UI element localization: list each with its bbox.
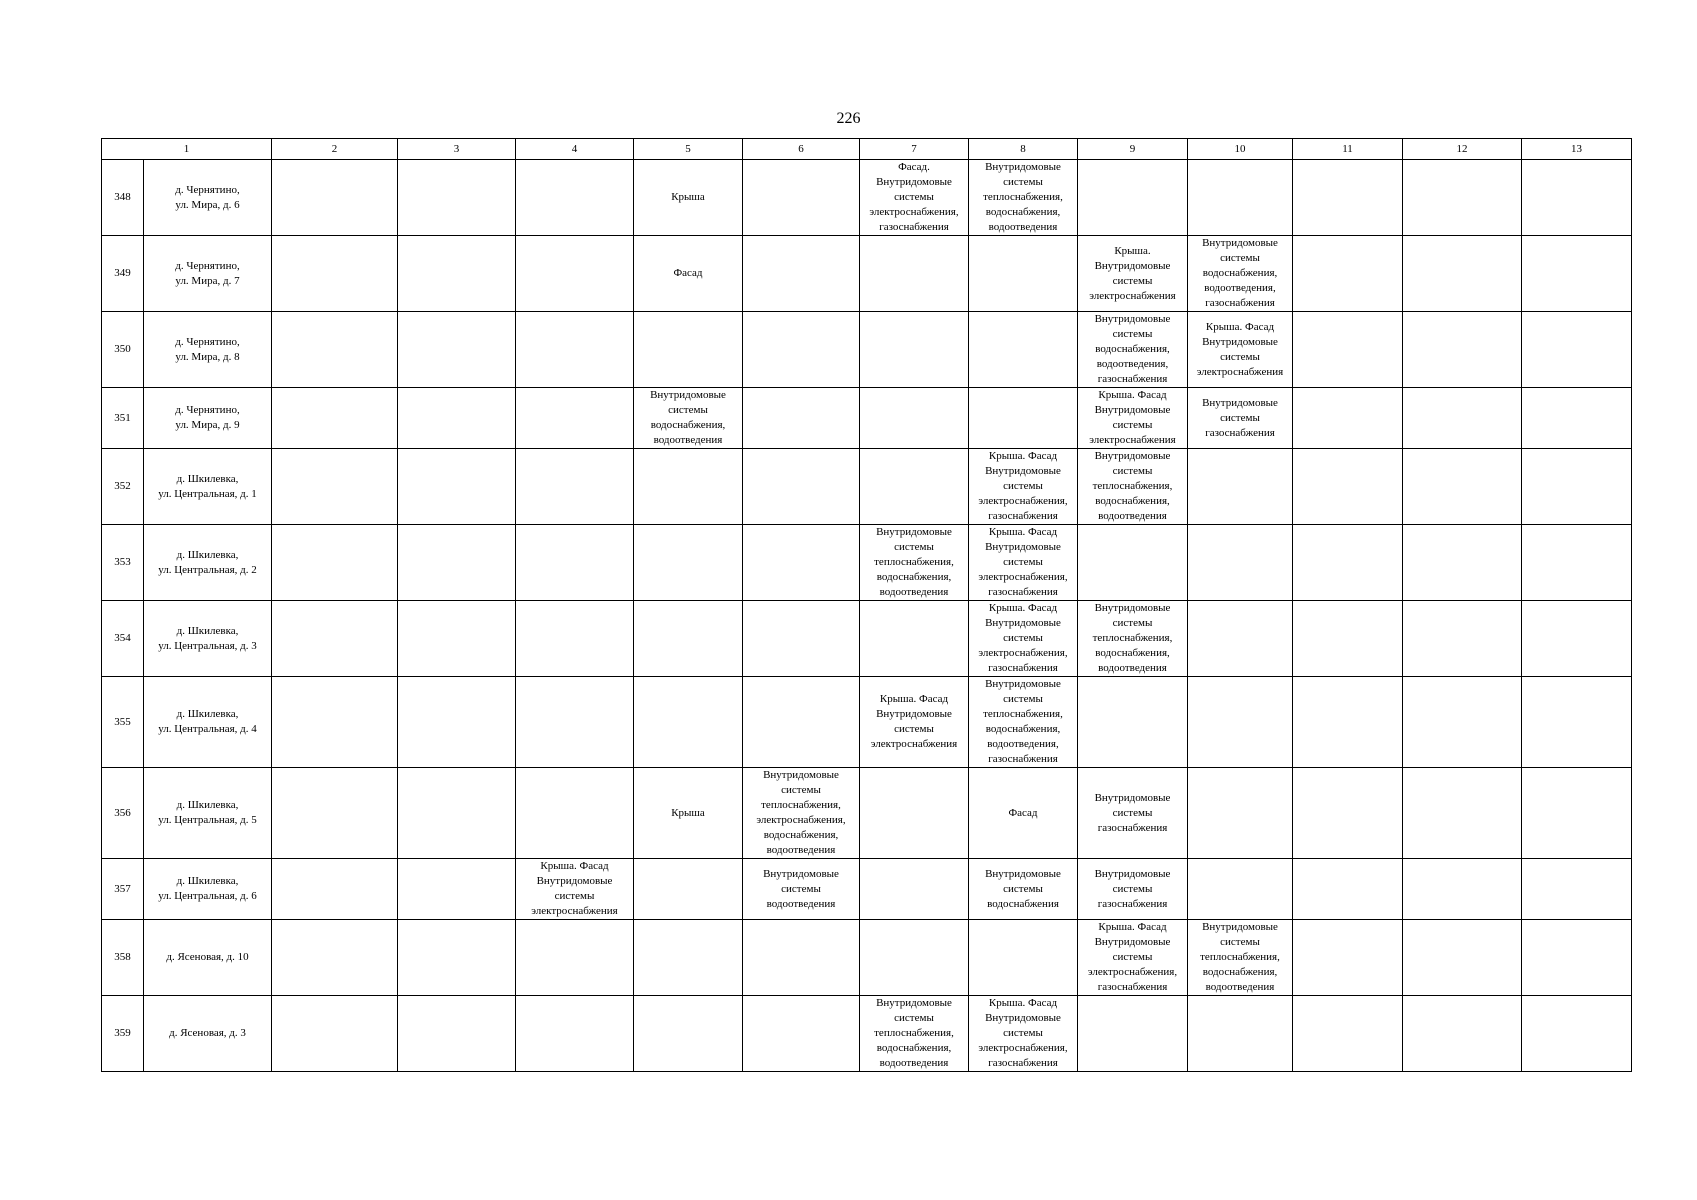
work-cell-col-3 [398,920,516,996]
work-cell-col-11 [1293,768,1403,859]
work-cell-col-10: Внутридомовые системы газоснабжения [1188,388,1293,449]
work-cell-col-6 [743,920,860,996]
work-cell-col-8 [969,388,1078,449]
work-cell-col-4 [516,236,634,312]
column-header-12: 12 [1403,139,1522,160]
work-cell-col-7 [860,312,969,388]
work-cell-col-11 [1293,996,1403,1072]
row-number: 348 [102,160,144,236]
column-header-11: 11 [1293,139,1403,160]
work-cell-col-6: Внутридомовые системы теплоснабжения, электроснабжения, водоснабжения, водоотведения [743,768,860,859]
work-cell-col-8: Крыша. Фасад Внутридомовые системы электроснабжения, газоснабжения [969,601,1078,677]
work-cell-col-5: Крыша [634,160,743,236]
work-cell-col-2 [272,160,398,236]
work-cell-col-4 [516,312,634,388]
work-cell-col-11 [1293,312,1403,388]
table-row [102,920,1632,996]
column-header-8: 8 [969,139,1078,160]
work-cell-col-9: Крыша. Внутридомовые системы электроснабжения [1078,236,1188,312]
work-cell-col-7: Крыша. Фасад Внутридомовые системы электроснабжения [860,677,969,768]
work-cell-col-4 [516,768,634,859]
work-cell-col-8 [969,312,1078,388]
work-cell-col-9 [1078,677,1188,768]
row-number: 356 [102,768,144,859]
work-cell-col-9: Внутридомовые системы теплоснабжения, водоснабжения, водоотведения [1078,449,1188,525]
work-cell-col-2 [272,996,398,1072]
work-cell-col-7 [860,768,969,859]
work-cell-col-13 [1522,920,1632,996]
work-cell-col-6 [743,160,860,236]
address-cell: д. Шкилевка, ул. Центральная, д. 6 [144,859,272,920]
work-cell-col-4 [516,160,634,236]
work-cell-col-2 [272,525,398,601]
work-cell-col-11 [1293,677,1403,768]
work-cell-col-7 [860,449,969,525]
work-cell-col-7 [860,388,969,449]
work-cell-col-6 [743,996,860,1072]
work-cell-col-10 [1188,859,1293,920]
table-row [102,525,1632,601]
work-cell-col-9: Внутридомовые системы теплоснабжения, водоснабжения, водоотведения [1078,601,1188,677]
address-cell: д. Ясеновая, д. 3 [144,996,272,1072]
work-cell-col-10 [1188,677,1293,768]
work-cell-col-5 [634,677,743,768]
table-row [102,449,1632,525]
work-cell-col-9 [1078,525,1188,601]
column-header-5: 5 [634,139,743,160]
work-cell-col-8: Крыша. Фасад Внутридомовые системы электроснабжения, газоснабжения [969,449,1078,525]
work-cell-col-11 [1293,525,1403,601]
table-row [102,236,1632,312]
address-cell: д. Шкилевка, ул. Центральная, д. 1 [144,449,272,525]
row-number: 359 [102,996,144,1072]
work-cell-col-2 [272,388,398,449]
work-cell-col-12 [1403,996,1522,1072]
work-cell-col-5 [634,312,743,388]
column-header-4: 4 [516,139,634,160]
work-cell-col-4 [516,677,634,768]
work-cell-col-4 [516,388,634,449]
work-cell-col-3 [398,601,516,677]
work-cell-col-7 [860,920,969,996]
address-cell: д. Ясеновая, д. 10 [144,920,272,996]
work-cell-col-2 [272,449,398,525]
work-cell-col-8 [969,236,1078,312]
work-cell-col-11 [1293,236,1403,312]
work-cell-col-3 [398,312,516,388]
work-cell-col-6 [743,449,860,525]
work-cell-col-9 [1078,160,1188,236]
work-cell-col-10: Внутридомовые системы теплоснабжения, водоснабжения, водоотведения [1188,920,1293,996]
work-cell-col-12 [1403,525,1522,601]
column-header-13: 13 [1522,139,1632,160]
address-cell: д. Шкилевка, ул. Центральная, д. 5 [144,768,272,859]
work-cell-col-11 [1293,388,1403,449]
row-number: 349 [102,236,144,312]
table-row [102,601,1632,677]
work-cell-col-5 [634,920,743,996]
work-cell-col-3 [398,236,516,312]
work-cell-col-13 [1522,601,1632,677]
work-cell-col-12 [1403,677,1522,768]
work-cell-col-8: Внутридомовые системы водоснабжения [969,859,1078,920]
work-cell-col-13 [1522,996,1632,1072]
column-header-2: 2 [272,139,398,160]
work-cell-col-2 [272,768,398,859]
work-cell-col-2 [272,236,398,312]
work-cell-col-3 [398,525,516,601]
address-cell: д. Чернятино, ул. Мира, д. 7 [144,236,272,312]
address-cell: д. Шкилевка, ул. Центральная, д. 3 [144,601,272,677]
address-cell: д. Чернятино, ул. Мира, д. 9 [144,388,272,449]
work-cell-col-3 [398,677,516,768]
column-header-10: 10 [1188,139,1293,160]
work-cell-col-13 [1522,236,1632,312]
work-cell-col-13 [1522,859,1632,920]
work-cell-col-4: Крыша. Фасад Внутридомовые системы электроснабжения [516,859,634,920]
work-cell-col-4 [516,525,634,601]
work-cell-col-5 [634,525,743,601]
row-number: 354 [102,601,144,677]
work-cell-col-9 [1078,996,1188,1072]
work-cell-col-3 [398,859,516,920]
repair-schedule-table [101,138,1632,1072]
row-number: 352 [102,449,144,525]
row-number: 350 [102,312,144,388]
work-cell-col-3 [398,160,516,236]
work-cell-col-5 [634,601,743,677]
work-cell-col-4 [516,920,634,996]
work-cell-col-10 [1188,525,1293,601]
table-row [102,996,1632,1072]
work-cell-col-8: Крыша. Фасад Внутридомовые системы электроснабжения, газоснабжения [969,525,1078,601]
work-cell-col-2 [272,677,398,768]
work-cell-col-6 [743,312,860,388]
work-cell-col-3 [398,449,516,525]
row-number: 355 [102,677,144,768]
work-cell-col-11 [1293,920,1403,996]
work-cell-col-3 [398,996,516,1072]
row-number: 358 [102,920,144,996]
work-cell-col-2 [272,859,398,920]
work-cell-col-4 [516,449,634,525]
address-cell: д. Чернятино, ул. Мира, д. 6 [144,160,272,236]
column-header-3: 3 [398,139,516,160]
work-cell-col-13 [1522,449,1632,525]
table-row [102,312,1632,388]
work-cell-col-11 [1293,160,1403,236]
work-cell-col-7: Внутридомовые системы теплоснабжения, водоснабжения, водоотведения [860,996,969,1072]
work-cell-col-6 [743,525,860,601]
work-cell-col-6 [743,388,860,449]
work-cell-col-8: Фасад [969,768,1078,859]
work-cell-col-4 [516,996,634,1072]
work-cell-col-7 [860,601,969,677]
work-cell-col-10 [1188,996,1293,1072]
column-header-9: 9 [1078,139,1188,160]
row-number: 357 [102,859,144,920]
work-cell-col-9: Крыша. Фасад Внутридомовые системы электроснабжения, газоснабжения [1078,920,1188,996]
table-row [102,160,1632,236]
work-cell-col-12 [1403,859,1522,920]
table-row [102,768,1632,859]
work-cell-col-3 [398,768,516,859]
work-cell-col-13 [1522,677,1632,768]
work-cell-col-13 [1522,388,1632,449]
work-cell-col-13 [1522,525,1632,601]
address-cell: д. Шкилевка, ул. Центральная, д. 2 [144,525,272,601]
row-number: 353 [102,525,144,601]
work-cell-col-8: Крыша. Фасад Внутридомовые системы электроснабжения, газоснабжения [969,996,1078,1072]
column-number-header-row [102,139,1632,160]
work-cell-col-5: Внутридомовые системы водоснабжения, водоотведения [634,388,743,449]
row-number: 351 [102,388,144,449]
work-cell-col-10 [1188,449,1293,525]
work-cell-col-6 [743,601,860,677]
work-cell-col-13 [1522,768,1632,859]
work-cell-col-12 [1403,312,1522,388]
work-cell-col-2 [272,312,398,388]
table-row [102,859,1632,920]
work-cell-col-11 [1293,601,1403,677]
work-cell-col-9: Внутридомовые системы газоснабжения [1078,768,1188,859]
work-cell-col-6 [743,236,860,312]
table-row [102,388,1632,449]
work-cell-col-10 [1188,160,1293,236]
work-cell-col-7 [860,859,969,920]
work-cell-col-8 [969,920,1078,996]
work-cell-col-11 [1293,859,1403,920]
address-cell: д. Чернятино, ул. Мира, д. 8 [144,312,272,388]
work-cell-col-12 [1403,449,1522,525]
work-cell-col-9: Крыша. Фасад Внутридомовые системы электроснабжения [1078,388,1188,449]
address-cell: д. Шкилевка, ул. Центральная, д. 4 [144,677,272,768]
work-cell-col-12 [1403,236,1522,312]
page-number: 226 [836,110,861,127]
work-cell-col-12 [1403,388,1522,449]
work-cell-col-5: Фасад [634,236,743,312]
work-cell-col-5: Крыша [634,768,743,859]
work-cell-col-5 [634,859,743,920]
work-cell-col-3 [398,388,516,449]
work-cell-col-10: Внутридомовые системы водоснабжения, водоотведения, газоснабжения [1188,236,1293,312]
work-cell-col-13 [1522,160,1632,236]
table-body [102,139,1632,1072]
work-cell-col-6: Внутридомовые системы водоотведения [743,859,860,920]
work-cell-col-7: Фасад. Внутридомовые системы электроснабжения, газоснабжения [860,160,969,236]
column-header-7: 7 [860,139,969,160]
work-cell-col-2 [272,601,398,677]
work-cell-col-4 [516,601,634,677]
work-cell-col-8: Внутридомовые системы теплоснабжения, водоснабжения, водоотведения [969,160,1078,236]
work-cell-col-5 [634,996,743,1072]
column-header-6: 6 [743,139,860,160]
work-cell-col-11 [1293,449,1403,525]
work-cell-col-10: Крыша. Фасад Внутридомовые системы электроснабжения [1188,312,1293,388]
work-cell-col-7: Внутридомовые системы теплоснабжения, водоснабжения, водоотведения [860,525,969,601]
work-cell-col-6 [743,677,860,768]
work-cell-col-10 [1188,601,1293,677]
work-cell-col-5 [634,449,743,525]
work-cell-col-13 [1522,312,1632,388]
column-header-1: 1 [102,139,272,160]
work-cell-col-10 [1188,768,1293,859]
work-cell-col-12 [1403,768,1522,859]
table-row [102,677,1632,768]
work-cell-col-7 [860,236,969,312]
work-cell-col-2 [272,920,398,996]
work-cell-col-9: Внутридомовые системы водоснабжения, водоотведения, газоснабжения [1078,312,1188,388]
work-cell-col-12 [1403,601,1522,677]
work-cell-col-8: Внутридомовые системы теплоснабжения, водоснабжения, водоотведения, газоснабжения [969,677,1078,768]
work-cell-col-12 [1403,160,1522,236]
work-cell-col-9: Внутридомовые системы газоснабжения [1078,859,1188,920]
work-cell-col-12 [1403,920,1522,996]
